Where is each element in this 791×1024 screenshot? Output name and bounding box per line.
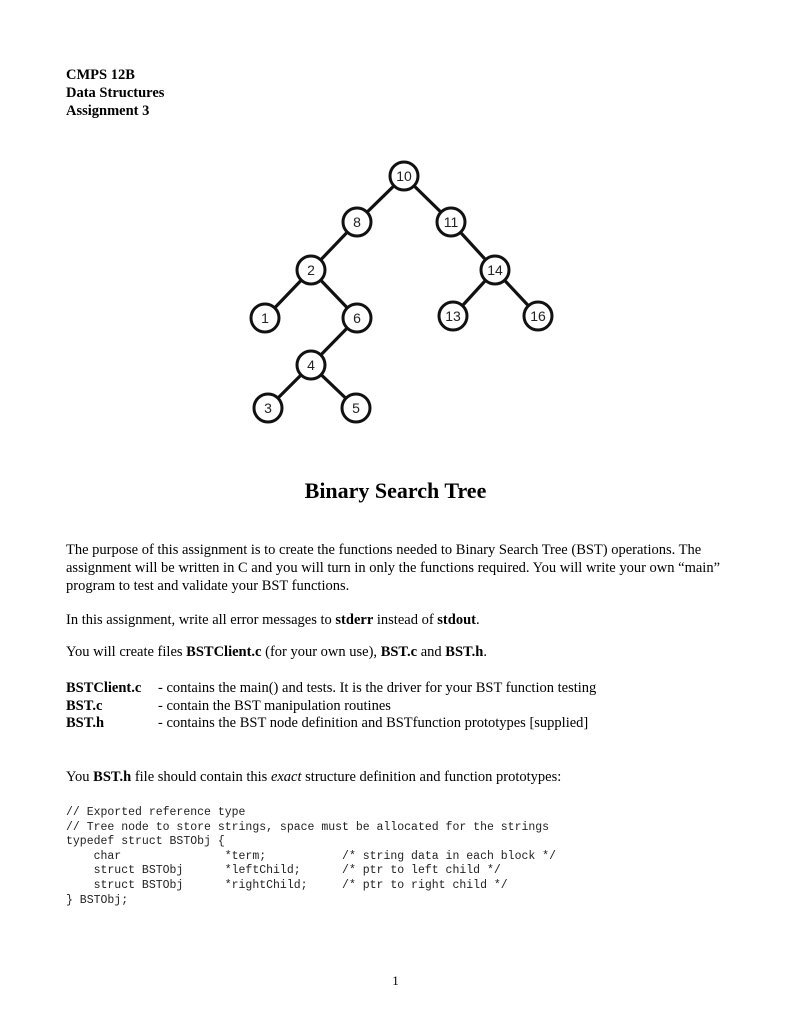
tree-node-10 [390, 162, 418, 190]
stdout-term: stdout [437, 612, 476, 628]
tree-node-label: 2 [307, 262, 315, 278]
file-row [66, 715, 596, 733]
tree-node-label: 14 [487, 262, 503, 278]
tree-node-2 [297, 256, 325, 284]
tree-node-4 [297, 351, 325, 379]
tree-node-label: 13 [445, 308, 461, 324]
stderr-term: stderr [335, 612, 374, 628]
header-file-ref: BST.h [93, 769, 132, 785]
tree-node-label: 1 [261, 310, 269, 326]
tree-node-label: 10 [396, 168, 412, 184]
assignment-label: Assignment 3 [66, 103, 150, 119]
tree-node-16 [524, 302, 552, 330]
document-header [66, 66, 164, 120]
client-file: BSTClient.c [186, 644, 262, 660]
tree-node-5 [342, 394, 370, 422]
emphasis-exact: exact [270, 769, 302, 785]
tree-node-label: 11 [443, 214, 459, 230]
tree-node-11 [437, 208, 465, 236]
structure-note: You BST.h file should contain this exact structure definition and function prototypes: [66, 769, 562, 785]
tree-node-13 [439, 302, 467, 330]
course-subject: Data Structures [66, 85, 165, 101]
file-row [66, 698, 596, 716]
bst-h-file: BST.h [445, 644, 484, 660]
struct-code-block: // Exported reference type // Tree node to store strings, space must be allocated for the strings typedef struct BSTObj { char *term; /* string data in each block */ struct BSTObj *leftChild; /* ptr to left child */ struct BSTObj *rightChild; /* ptr to right child */ } BSTObj; [66, 806, 556, 907]
tree-node-label: 3 [264, 400, 272, 416]
intro-paragraph: The purpose of this assignment is to create the functions needed to Binary Search Tree (BST) operations. The assignment will be written in C and you will turn in only the functions required. You will write your own “main” program to test and validate your BST functions. [66, 542, 721, 594]
bst-diagram [240, 158, 560, 426]
error-output-note: In this assignment, write all error messages to stderr instead of stdout. [66, 612, 480, 628]
create-files-note: You will create files BSTClient.c (for your own use), BST.c and BST.h. [66, 644, 487, 660]
file-description: - contains the BST node definition and BSTfunction prototypes [supplied] [158, 715, 589, 731]
bst-c-file: BST.c [380, 644, 418, 660]
tree-node-label: 16 [530, 308, 546, 324]
tree-node-label: 8 [353, 214, 361, 230]
tree-node-8 [343, 208, 371, 236]
tree-node-3 [254, 394, 282, 422]
file-name: BSTClient.c [66, 680, 142, 696]
file-list [66, 680, 596, 733]
file-description: - contains the main() and tests. It is the driver for your BST function testing [158, 680, 597, 696]
tree-node-14 [481, 256, 509, 284]
course-code: CMPS 12B [66, 67, 135, 83]
tree-node-6 [343, 304, 371, 332]
tree-node-1 [251, 304, 279, 332]
tree-node-label: 6 [353, 310, 361, 326]
tree-node-label: 5 [352, 400, 360, 416]
page-title: Binary Search Tree [304, 478, 487, 503]
file-name: BST.h [66, 715, 105, 731]
tree-node-label: 4 [307, 357, 315, 373]
file-description: - contain the BST manipulation routines [158, 697, 391, 714]
page-number: 1 [392, 973, 399, 988]
file-name: BST.c [66, 697, 103, 714]
file-row [66, 680, 596, 698]
